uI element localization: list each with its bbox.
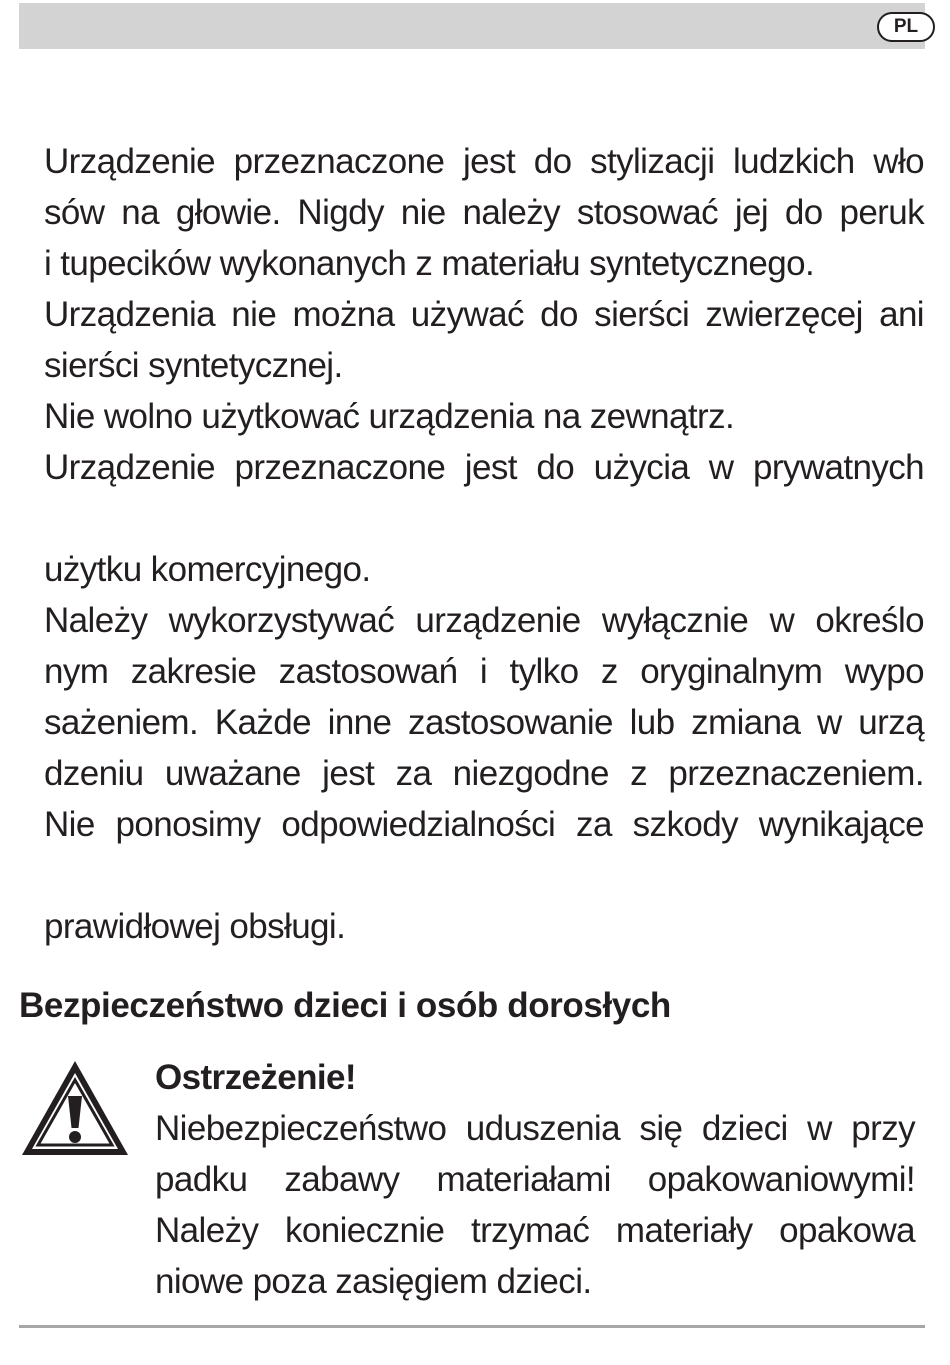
body-text-line: Urządzenie przeznaczone jest do użycia w prywatnych xyxy=(44,448,924,487)
body-text-line: Nie wolno użytkować urządzenia na zewnątrz. xyxy=(44,397,735,436)
language-badge: PL xyxy=(877,12,935,42)
warning-title: Ostrzeżenie! xyxy=(155,1058,356,1097)
body-text-line: Urządzenie przeznaczone jest do stylizacji ludzkich wło xyxy=(44,142,924,181)
body-text-line: nym zakresie zastosowań i tylko z oryginalnym wypo xyxy=(44,652,924,691)
body-text-line: dzeniu uważane jest za niezgodne z przeznaczeniem. xyxy=(44,754,924,793)
warning-text-line: Należy koniecznie trzymać materiały opakowa xyxy=(155,1211,915,1250)
body-text-line: Należy wykorzystywać urządzenie wyłącznie w określo xyxy=(44,601,924,640)
body-text-line: prawidłowej obsługi. xyxy=(44,907,346,946)
warning-text-line: padku zabawy materiałami opakowaniowymi! xyxy=(155,1160,915,1199)
warning-text-line: niowe poza zasięgiem dzieci. xyxy=(155,1262,592,1301)
body-text-line: sierści syntetycznej. xyxy=(44,346,343,385)
header-bar xyxy=(19,3,925,49)
warning-text-line: Niebezpieczeństwo uduszenia się dzieci w przy xyxy=(155,1109,915,1148)
body-text-line: sów na głowie. Nigdy nie należy stosować jej do peruk xyxy=(44,193,924,232)
body-text-line: Urządzenia nie można używać do sierści zwierzęcej ani xyxy=(44,295,924,334)
section-heading: Bezpieczeństwo dzieci i osób dorosłych xyxy=(19,986,671,1025)
warning-triangle-icon xyxy=(19,1058,131,1158)
body-text-line: Nie ponosimy odpowiedzialności za szkody wynikające xyxy=(44,805,924,844)
body-text-line: i tupecików wykonanych z materiału syntetycznego. xyxy=(44,244,815,283)
body-text-line: użytku komercyjnego. xyxy=(44,550,371,589)
body-text-line: sażeniem. Każde inne zastosowanie lub zmiana w urzą xyxy=(44,703,924,742)
bottom-divider xyxy=(19,1325,925,1328)
